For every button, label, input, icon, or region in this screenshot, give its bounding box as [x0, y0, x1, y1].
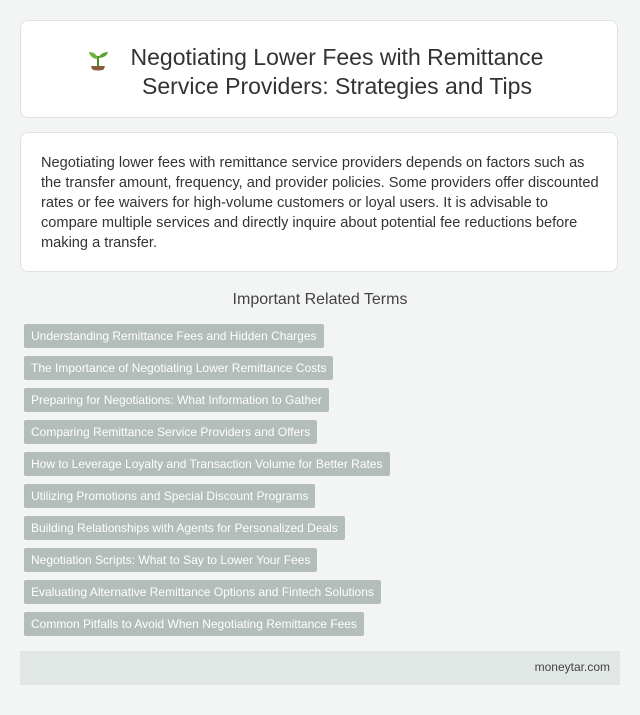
- summary-text: Negotiating lower fees with remittance service providers depends on factors such as the transfer amount, frequency, and provider policies. Some providers offer discounted rates or fee waivers for high-volume customers or loyal users. It is advisable to compare multiple services and directly inquire about potential fee reductions before making a transfer.: [41, 155, 599, 251]
- header-card: [20, 20, 618, 118]
- related-terms-heading: Important Related Terms: [232, 291, 408, 308]
- term-tag[interactable]: Utilizing Promotions and Special Discount Programs: [24, 484, 315, 508]
- term-tag[interactable]: Comparing Remittance Service Providers and Offers: [24, 420, 317, 444]
- footer-site-link[interactable]: moneytar.com: [534, 660, 610, 674]
- term-tag[interactable]: Negotiation Scripts: What to Say to Lower Your Fees: [24, 548, 317, 572]
- term-tag[interactable]: Evaluating Alternative Remittance Options and Fintech Solutions: [24, 580, 381, 604]
- related-terms-list: [24, 324, 390, 644]
- term-tag[interactable]: Common Pitfalls to Avoid When Negotiating Remittance Fees: [24, 612, 364, 636]
- term-tag[interactable]: Building Relationships with Agents for Personalized Deals: [24, 516, 345, 540]
- term-tag[interactable]: The Importance of Negotiating Lower Remittance Costs: [24, 356, 333, 380]
- term-tag[interactable]: How to Leverage Loyalty and Transaction Volume for Better Rates: [24, 452, 390, 476]
- footer: [20, 651, 620, 685]
- term-tag[interactable]: Preparing for Negotiations: What Information to Gather: [24, 388, 329, 412]
- summary-card: [20, 132, 618, 272]
- page-title: Negotiating Lower Fees with Remittance Service Providers: Strategies and Tips: [130, 44, 544, 99]
- term-tag[interactable]: Understanding Remittance Fees and Hidden Charges: [24, 324, 324, 348]
